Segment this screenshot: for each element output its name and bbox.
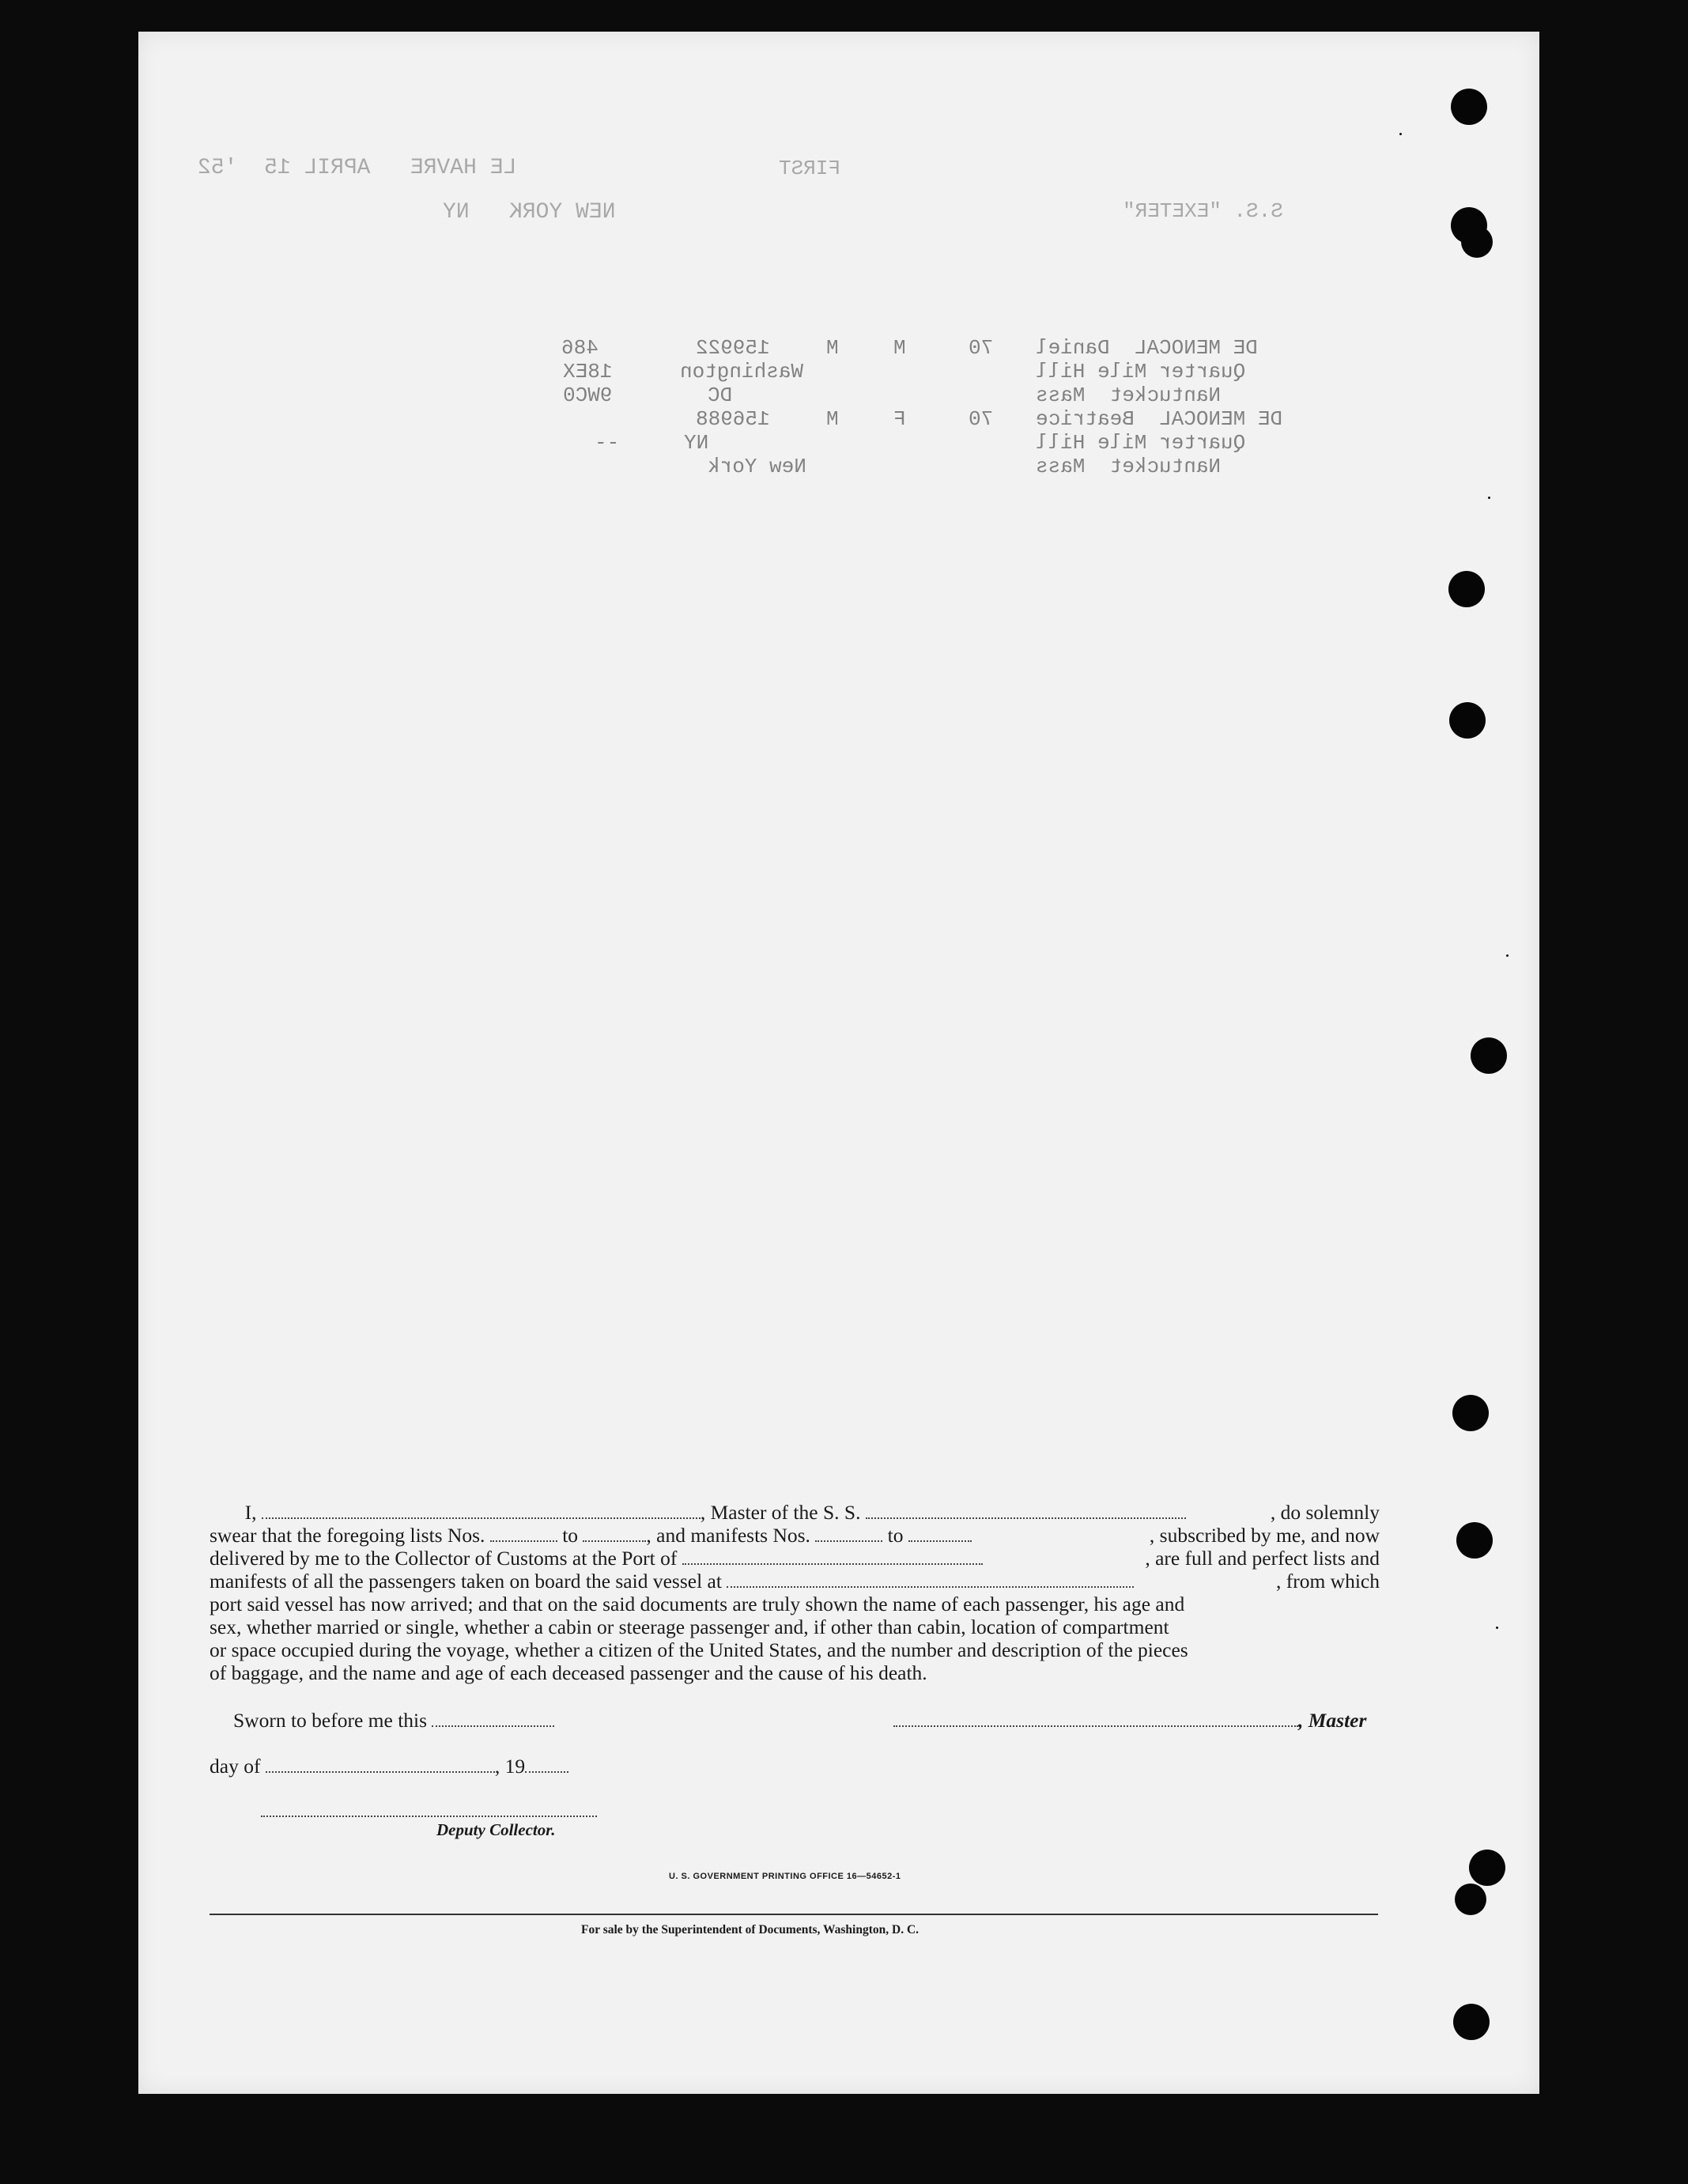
bleed-ship-name: S.S. "EXETER" xyxy=(1123,199,1283,223)
affidavit-text: , and manifests Nos. xyxy=(646,1524,810,1547)
document-page xyxy=(138,32,1539,2094)
footer-rule xyxy=(210,1914,1378,1915)
affidavit-line xyxy=(210,1547,1380,1570)
sworn-line xyxy=(233,1709,554,1732)
punch-hole xyxy=(1448,571,1485,607)
bleed-passenger-place: Washington xyxy=(680,360,804,384)
bleed-class: FIRST xyxy=(779,157,841,180)
bleed-passenger-status: M xyxy=(826,407,839,431)
printing-office-imprint: U. S. GOVERNMENT PRINTING OFFICE 16—54652-1 xyxy=(669,1872,901,1881)
year-field[interactable] xyxy=(525,1755,568,1773)
punch-hole xyxy=(1461,226,1493,258)
bleed-passenger-place: NY xyxy=(684,431,709,455)
bleed-passenger-code: -- xyxy=(595,431,620,455)
scan-speck xyxy=(1399,133,1402,135)
month-field[interactable] xyxy=(266,1755,495,1773)
affidavit-text: manifests of all the passengers taken on board the said vessel at xyxy=(210,1570,722,1593)
bleed-passenger-name: DE MENOCAL Daniel xyxy=(1036,336,1258,360)
day-of-label: day of xyxy=(210,1755,261,1778)
affidavit-text: , from which xyxy=(1275,1570,1380,1593)
affidavit-line: sex, whether married or single, whether a cabin or steerage passenger and, if other than cabin, location of compartment xyxy=(210,1615,1169,1638)
sworn-day-field[interactable] xyxy=(432,1710,554,1727)
manifests-to-field[interactable] xyxy=(908,1525,972,1542)
year-prefix: , 19 xyxy=(494,1755,526,1778)
affidavit-text: to xyxy=(887,1524,904,1547)
punch-hole xyxy=(1451,89,1487,125)
deputy-collector-label: Deputy Collector. xyxy=(436,1820,556,1839)
punch-hole xyxy=(1453,2004,1490,2040)
punch-hole xyxy=(1456,1522,1493,1559)
scan-speck xyxy=(1496,1627,1498,1629)
bleed-passenger-name: DE MENOCAL Beatrice xyxy=(1036,407,1283,431)
bleed-passenger-code: 18EX xyxy=(563,360,613,384)
punch-hole xyxy=(1471,1037,1507,1074)
lists-to-field[interactable] xyxy=(583,1525,646,1542)
affidavit-text: , Master of the S. S. xyxy=(700,1501,861,1524)
affidavit-text: swear that the foregoing lists Nos. xyxy=(210,1524,485,1547)
punch-hole xyxy=(1452,1395,1489,1431)
ship-name-field[interactable] xyxy=(866,1502,1186,1519)
punch-hole xyxy=(1469,1850,1505,1886)
bleed-passenger-sex: M xyxy=(893,336,906,360)
master-signature-field[interactable] xyxy=(893,1710,1298,1727)
bleed-passenger-status: M xyxy=(826,336,839,360)
affidavit-text: , subscribed by me, and now xyxy=(1149,1524,1380,1547)
scan-speck xyxy=(1506,954,1509,957)
affidavit-text: delivered by me to the Collector of Customs at the Port of xyxy=(210,1547,678,1570)
date-line xyxy=(210,1755,568,1778)
affidavit-line: of baggage, and the name and age of each deceased passenger and the cause of his death. xyxy=(210,1661,927,1684)
affidavit-text: I, xyxy=(244,1501,257,1524)
bleed-passenger-age: 70 xyxy=(969,336,994,360)
sale-notice: For sale by the Superintendent of Documents, Washington, D. C. xyxy=(581,1923,920,1937)
port-field[interactable] xyxy=(682,1547,983,1565)
affidavit-line xyxy=(210,1501,1380,1524)
affidavit-line xyxy=(210,1570,1380,1593)
bleed-passenger-number: 159922 xyxy=(696,336,770,360)
affidavit-text: , do solemnly xyxy=(1270,1501,1380,1524)
sworn-text: Sworn to before me this xyxy=(233,1709,428,1732)
manifests-from-field[interactable] xyxy=(815,1525,882,1542)
bleed-passenger-address: Nantucket Mass xyxy=(1036,384,1222,407)
bleed-passenger-age: 70 xyxy=(969,407,994,431)
affidavit-text: to xyxy=(562,1524,579,1547)
boarding-port-field[interactable] xyxy=(727,1570,1134,1588)
master-affidavit xyxy=(210,1501,1380,1684)
bleed-passenger-address: Quarter Mile Hill xyxy=(1036,360,1246,384)
affidavit-line: or space occupied during the voyage, whether a citizen of the United States, and the number and description of the pieces xyxy=(210,1638,1188,1661)
master-signature-line xyxy=(893,1709,1366,1732)
bleed-passenger-sex: F xyxy=(893,407,906,431)
bleed-passenger-code: 9WC0 xyxy=(563,384,613,407)
deputy-signature-field[interactable] xyxy=(261,1816,597,1817)
bleed-port-date: LE HAVRE APRIL 15 '52 xyxy=(198,156,517,180)
bleed-passenger-number: 156988 xyxy=(696,407,770,431)
bleed-passenger-place: DC xyxy=(708,384,733,407)
affidavit-line xyxy=(210,1524,1380,1547)
scan-speck xyxy=(1488,497,1490,499)
bleed-passenger-place: New York xyxy=(708,455,806,478)
bleed-passenger-address: Nantucket Mass xyxy=(1036,455,1222,478)
master-name-field[interactable] xyxy=(262,1502,701,1519)
lists-from-field[interactable] xyxy=(490,1525,557,1542)
bleed-passenger-code: 486 xyxy=(561,336,599,360)
bleed-passenger-address: Quarter Mile Hill xyxy=(1036,431,1246,455)
master-label: , Master xyxy=(1298,1709,1367,1732)
affidavit-line: port said vessel has now arrived; and that on the said documents are truly shown the name of each passenger, his age and xyxy=(210,1593,1185,1615)
punch-hole xyxy=(1449,702,1486,739)
bleed-destination: NEW YORK NY xyxy=(443,200,616,225)
punch-hole xyxy=(1455,1884,1486,1915)
affidavit-text: , are full and perfect lists and xyxy=(1145,1547,1380,1570)
